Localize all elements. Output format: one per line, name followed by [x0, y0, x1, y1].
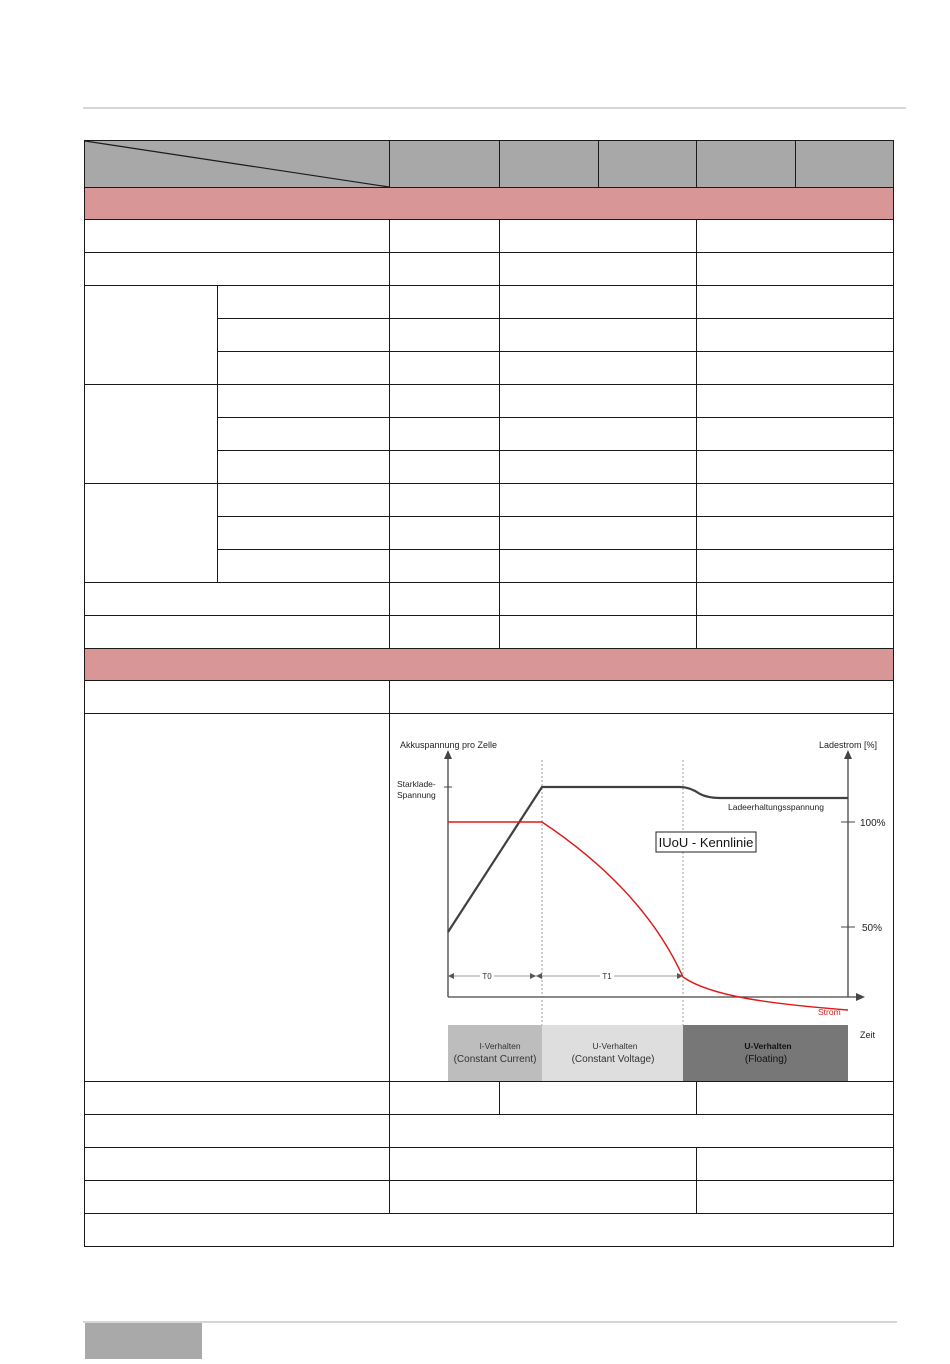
header-cell	[796, 141, 894, 188]
table-row	[85, 1181, 894, 1214]
t1-label: T1	[602, 972, 612, 981]
section-header-row	[85, 649, 894, 681]
table-row	[85, 681, 894, 714]
boost-voltage-label-1: Starklade-	[397, 779, 436, 789]
table-cell	[500, 220, 697, 253]
phase-band-constant-current	[448, 1025, 542, 1081]
table-cell	[697, 319, 894, 352]
header-cell	[599, 141, 697, 188]
table-cell	[500, 451, 697, 484]
phase-label-1-line1: I-Verhalten	[479, 1041, 521, 1051]
header-cell	[697, 141, 796, 188]
sub-label-cell	[218, 385, 390, 418]
table-cell	[500, 319, 697, 352]
table-cell	[697, 286, 894, 319]
phase-band-floating	[683, 1025, 848, 1081]
table-cell	[500, 253, 697, 286]
note-cell	[85, 1214, 894, 1247]
header-rule	[83, 107, 906, 109]
row-label-cell	[85, 1181, 390, 1214]
table-row	[85, 253, 894, 286]
table-cell	[500, 352, 697, 385]
table-cell	[390, 550, 500, 583]
spec-table	[84, 140, 894, 1247]
t1-arrow-left	[536, 973, 542, 979]
table-cell	[500, 616, 697, 649]
phase-label-2-line2: (Constant Voltage)	[571, 1054, 655, 1065]
chart-row	[85, 714, 894, 1082]
tick-label-100: 100%	[860, 818, 886, 829]
table-cell	[390, 616, 500, 649]
sub-label-cell	[218, 286, 390, 319]
table-cell	[697, 253, 894, 286]
right-axis-label: Ladestrom [%]	[819, 740, 878, 750]
table-row	[85, 286, 894, 319]
charge-curve-chart	[390, 714, 893, 1081]
table-header-row	[85, 141, 894, 188]
table-row	[85, 385, 894, 418]
section-header-cell	[85, 188, 894, 220]
table-cell	[697, 418, 894, 451]
footer-page-block	[85, 1323, 202, 1359]
table-cell	[697, 517, 894, 550]
chart-cell	[390, 714, 894, 1082]
table-cell	[390, 352, 500, 385]
table-cell	[697, 616, 894, 649]
row-label-cell	[85, 253, 390, 286]
header-cell	[390, 141, 500, 188]
table-row	[85, 1082, 894, 1115]
header-cell	[500, 141, 599, 188]
table-cell	[390, 1181, 697, 1214]
phase-band-constant-voltage	[542, 1025, 683, 1081]
table-cell	[390, 385, 500, 418]
table-row	[85, 1148, 894, 1181]
section-header-cell	[85, 649, 894, 681]
table-row	[85, 220, 894, 253]
section-header-row	[85, 188, 894, 220]
row-label-cell	[85, 714, 390, 1082]
sub-label-cell	[218, 418, 390, 451]
table-cell	[390, 319, 500, 352]
table-cell	[697, 550, 894, 583]
table-cell	[390, 1148, 697, 1181]
phase-label-2-line1: U-Verhalten	[592, 1041, 638, 1051]
table-cell	[500, 550, 697, 583]
table-row	[85, 616, 894, 649]
x-axis-label: Zeit	[860, 1030, 876, 1040]
group-label-cell	[85, 286, 218, 385]
left-axis-label: Akkuspannung pro Zelle	[400, 740, 498, 750]
table-cell	[697, 484, 894, 517]
table-row	[85, 1115, 894, 1148]
table-cell	[390, 583, 500, 616]
sub-label-cell	[218, 484, 390, 517]
row-label-cell	[85, 616, 390, 649]
row-label-cell	[85, 220, 390, 253]
tick-label-50: 50%	[862, 923, 883, 934]
table-cell	[390, 253, 500, 286]
t0-arrow-right	[530, 973, 536, 979]
table-cell	[500, 286, 697, 319]
float-voltage-annotation: Ladeerhaltungsspannung	[728, 802, 824, 812]
right-axis-arrow	[844, 750, 852, 759]
phase-label-3-line2: (Floating)	[744, 1054, 788, 1065]
table-cell	[390, 517, 500, 550]
row-label-cell	[85, 1082, 390, 1115]
table-cell	[500, 583, 697, 616]
t0-arrow-left	[448, 973, 454, 979]
table-row	[85, 484, 894, 517]
left-axis-arrow	[444, 750, 452, 759]
table-row	[85, 583, 894, 616]
table-cell	[390, 1115, 894, 1148]
table-cell	[697, 451, 894, 484]
table-cell	[390, 418, 500, 451]
table-cell	[500, 418, 697, 451]
row-label-cell	[85, 1148, 390, 1181]
sub-label-cell	[218, 319, 390, 352]
table-cell	[500, 385, 697, 418]
sub-label-cell	[218, 451, 390, 484]
row-label-cell	[85, 1115, 390, 1148]
header-corner-cell	[85, 141, 390, 188]
table-cell	[500, 484, 697, 517]
row-label-cell	[85, 583, 390, 616]
table-cell	[390, 286, 500, 319]
table-cell	[500, 517, 697, 550]
table-cell	[390, 1082, 500, 1115]
table-cell	[390, 220, 500, 253]
x-axis-arrow	[856, 993, 865, 1001]
table-cell	[697, 1148, 894, 1181]
current-curve	[448, 822, 848, 1010]
table-cell	[390, 681, 894, 714]
phase-label-3-line1: U-Verhalten	[744, 1041, 792, 1051]
row-label-cell	[85, 681, 390, 714]
sub-label-cell	[218, 550, 390, 583]
table-cell	[390, 484, 500, 517]
t0-label: T0	[482, 972, 492, 981]
boost-voltage-label-2: Spannung	[397, 790, 436, 800]
current-curve-label: Strom	[818, 1007, 841, 1017]
table-cell	[697, 220, 894, 253]
sub-label-cell	[218, 517, 390, 550]
group-label-cell	[85, 484, 218, 583]
footer-rule	[83, 1321, 897, 1323]
table-cell	[500, 1082, 697, 1115]
table-cell	[697, 1082, 894, 1115]
chart-title: IUoU - Kennlinie	[658, 835, 754, 850]
table-cell	[697, 583, 894, 616]
corner-diagonal	[85, 141, 389, 187]
group-label-cell	[85, 385, 218, 484]
sub-label-cell	[218, 352, 390, 385]
table-cell	[697, 1181, 894, 1214]
table-cell	[390, 451, 500, 484]
note-row	[85, 1214, 894, 1247]
table-cell	[697, 385, 894, 418]
phase-label-1-line2: (Constant Current)	[453, 1054, 537, 1065]
table-cell	[697, 352, 894, 385]
